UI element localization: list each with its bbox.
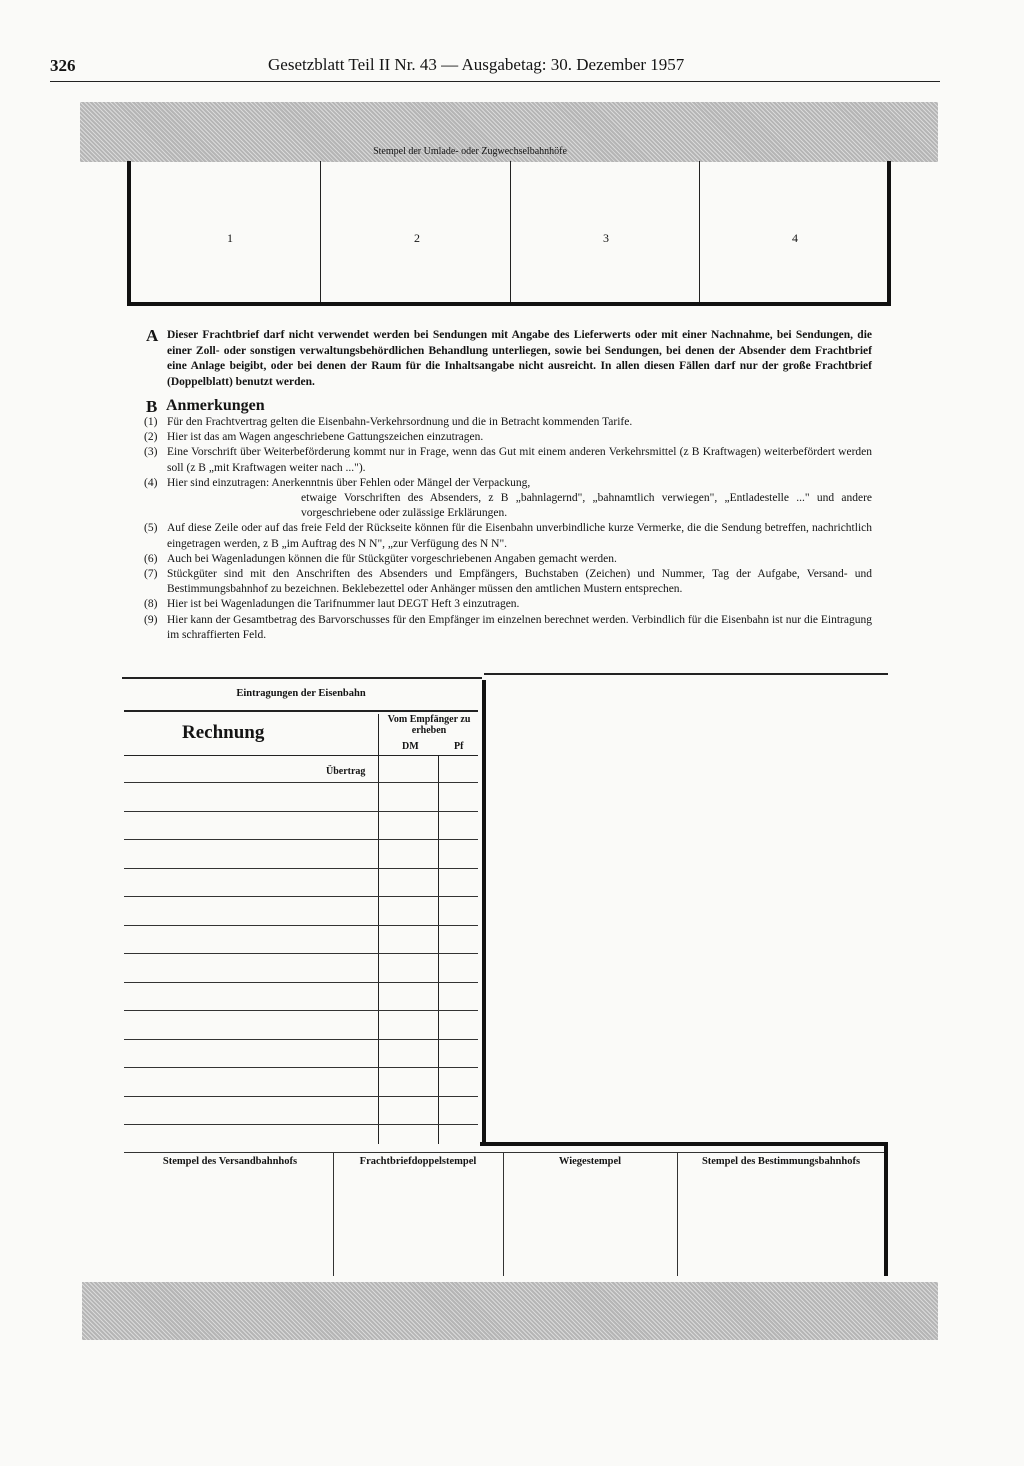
note-text: Eine Vorschrift über Weiterbeförderung kommt nur in Frage, wenn das Gut mit einem anderen Verkehrsmittel (z B Kraftwagen) weiterbefördert werden soll (z B „mit Kraftwagen weiter nach ..."). bbox=[167, 446, 872, 474]
note-number: (2) bbox=[144, 431, 158, 444]
divider-line bbox=[510, 161, 511, 302]
calculation-row-line bbox=[124, 982, 478, 983]
calculation-header-rule bbox=[124, 710, 478, 712]
calculation-row-line bbox=[124, 868, 478, 869]
note-number: (1) bbox=[144, 416, 158, 428]
note-item bbox=[144, 552, 872, 567]
calculation-top-rule bbox=[122, 677, 482, 679]
section-a-text: Dieser Frachtbrief darf nicht verwendet werden bei Sendungen mit Angabe des Lieferwerts oder mit einer Nachnahme, bei Sendungen, die einer Zoll- oder sonstigen verwaltungsbehördlichen Behandlung unterliegen, sowie bei Sendungen, bei denen der Absender dem Frachtbrief eine Anlage beigibt, oder bei denen der Raum für die Inhaltsangabe nicht ausreicht. In allen diesen Fällen darf nur der große Frachtbrief (Doppelblatt) benutzt werden. bbox=[167, 329, 872, 388]
hatched-area-bottom bbox=[82, 1282, 938, 1340]
carry-over-label: Übertrag bbox=[326, 766, 366, 777]
note-number: (6) bbox=[144, 552, 158, 565]
note-text: Hier ist bei Wagenladungen die Tarifnummer laut DEGT Heft 3 einzutragen. bbox=[167, 598, 520, 611]
section-a-letter: A bbox=[146, 326, 159, 345]
note-item bbox=[144, 476, 872, 491]
transfer-stamp-box bbox=[127, 161, 891, 306]
note-item bbox=[144, 445, 872, 475]
note-number: (9) bbox=[144, 613, 158, 626]
note-item bbox=[144, 430, 872, 445]
calculation-row-line bbox=[124, 1010, 478, 1011]
note-number: (7) bbox=[144, 568, 158, 581]
note-number: (8) bbox=[144, 598, 158, 611]
note-text: Hier sind einzutragen: Anerkenntnis über Fehlen oder Mängel der Verpackung, bbox=[167, 476, 531, 489]
weighing-stamp-label: Wiegestempel bbox=[558, 1156, 622, 1167]
divider-line bbox=[699, 161, 700, 302]
divider-line bbox=[320, 161, 321, 302]
calculation-row-line bbox=[124, 896, 478, 897]
right-panel-bottom-rule bbox=[480, 1142, 888, 1146]
stamp-field-4: 4 bbox=[792, 231, 798, 245]
note-text: Stückgüter sind mit den Anschriften des Absenders und Empfängers, Buchstaben (Zeichen) und Nummer, Tag der Aufgabe, Versand- und Bestimmungsbahnhof zu bezeichnen. Beklebezettel oder Anhänger müssen den amtlichen Mustern entsprechen. bbox=[167, 568, 872, 596]
shipping-station-stamp-label: Stempel des Versandbahnhofs bbox=[162, 1156, 298, 1167]
calculation-header: Eintragungen der Eisenbahn bbox=[236, 688, 366, 699]
calculation-row-line bbox=[124, 839, 478, 840]
right-panel-top-rule bbox=[484, 673, 888, 675]
column-pf: Pf bbox=[454, 741, 464, 752]
calculation-row-line bbox=[124, 1096, 478, 1097]
column-dm: DM bbox=[402, 741, 419, 752]
header-rule bbox=[50, 81, 940, 82]
note-item bbox=[144, 597, 872, 612]
note-text: Auch bei Wagenladungen können die für Stückgüter vorgeschriebenen Angaben gemacht werden. bbox=[167, 552, 617, 565]
stamp-area-rule bbox=[124, 1152, 884, 1153]
dm-pf-divider bbox=[438, 756, 439, 1144]
calculation-row-line bbox=[124, 953, 478, 954]
note-item-continuation: etwaige Vorschriften des Absenders, z B „bahnlagernd", „bahnamtlich verwiegen", „Entladestelle ..." und andere vorgeschriebene oder zulässige Erklärungen. bbox=[301, 492, 872, 520]
calculation-row-line bbox=[124, 811, 478, 812]
duplicate-stamp-label: Frachtbriefdoppelstempel bbox=[359, 1156, 477, 1167]
calculation-panel bbox=[124, 680, 486, 1144]
calculation-row-line bbox=[124, 1039, 478, 1040]
note-item bbox=[144, 521, 872, 551]
note-text: Hier ist das am Wagen angeschriebene Gattungszeichen einzutragen. bbox=[167, 431, 484, 444]
stamp-row-label: Stempel der Umlade- oder Zugwechselbahnhöfe bbox=[373, 146, 567, 157]
note-item bbox=[144, 415, 872, 430]
destination-station-stamp-label: Stempel des Bestimmungsbahnhofs bbox=[701, 1156, 861, 1167]
stamp-field-1: 1 bbox=[227, 231, 233, 245]
notes-list bbox=[144, 415, 872, 643]
section-b-title: Anmerkungen bbox=[166, 397, 265, 414]
note-item bbox=[144, 567, 872, 597]
note-text: Auf diese Zeile oder auf das freie Feld der Rückseite können für die Eisenbahn unverbindliche kurze Vermerke, die die Sendung betreffen, nachrichtlich eingetragen werden, z B „im Auftrag des N N", „zur Verfügung des N N". bbox=[167, 522, 872, 550]
note-number: (3) bbox=[144, 446, 158, 459]
note-item bbox=[144, 613, 872, 643]
stamp-divider bbox=[677, 1152, 678, 1276]
note-number: (5) bbox=[144, 522, 158, 535]
right-panel-side-rule bbox=[884, 1142, 888, 1276]
calculation-row-line bbox=[124, 925, 478, 926]
amount-column-header: Vom Empfänger zu erheben bbox=[387, 714, 471, 736]
note-text: Hier kann der Gesamtbetrag des Barvorschusses für den Empfänger im einzelnen berechnet werden. Verbindlich für die Eisenbahn ist nur die Eintragung im schraffierten Feld. bbox=[167, 613, 872, 641]
calculation-title: Rechnung bbox=[182, 722, 265, 743]
note-number: (4) bbox=[144, 476, 158, 489]
amount-column-line bbox=[378, 714, 379, 1144]
note-text: Für den Frachtvertrag gelten die Eisenbahn-Verkehrsordnung und die in Betracht kommenden Tarife. bbox=[167, 416, 633, 428]
stamp-field-2: 2 bbox=[414, 231, 420, 245]
page-header: Gesetzblatt Teil II Nr. 43 — Ausgabetag: 30. Dezember 1957 bbox=[268, 55, 685, 74]
section-b-letter: B bbox=[146, 397, 158, 416]
stamp-divider bbox=[503, 1152, 504, 1276]
calculation-row-line bbox=[124, 1067, 478, 1068]
page-number: 326 bbox=[50, 56, 76, 75]
calculation-row-line bbox=[124, 1124, 478, 1125]
calculation-row-line bbox=[124, 782, 478, 783]
stamp-divider bbox=[333, 1152, 334, 1276]
stamp-field-3: 3 bbox=[603, 231, 609, 245]
subheader-rule bbox=[124, 755, 478, 756]
